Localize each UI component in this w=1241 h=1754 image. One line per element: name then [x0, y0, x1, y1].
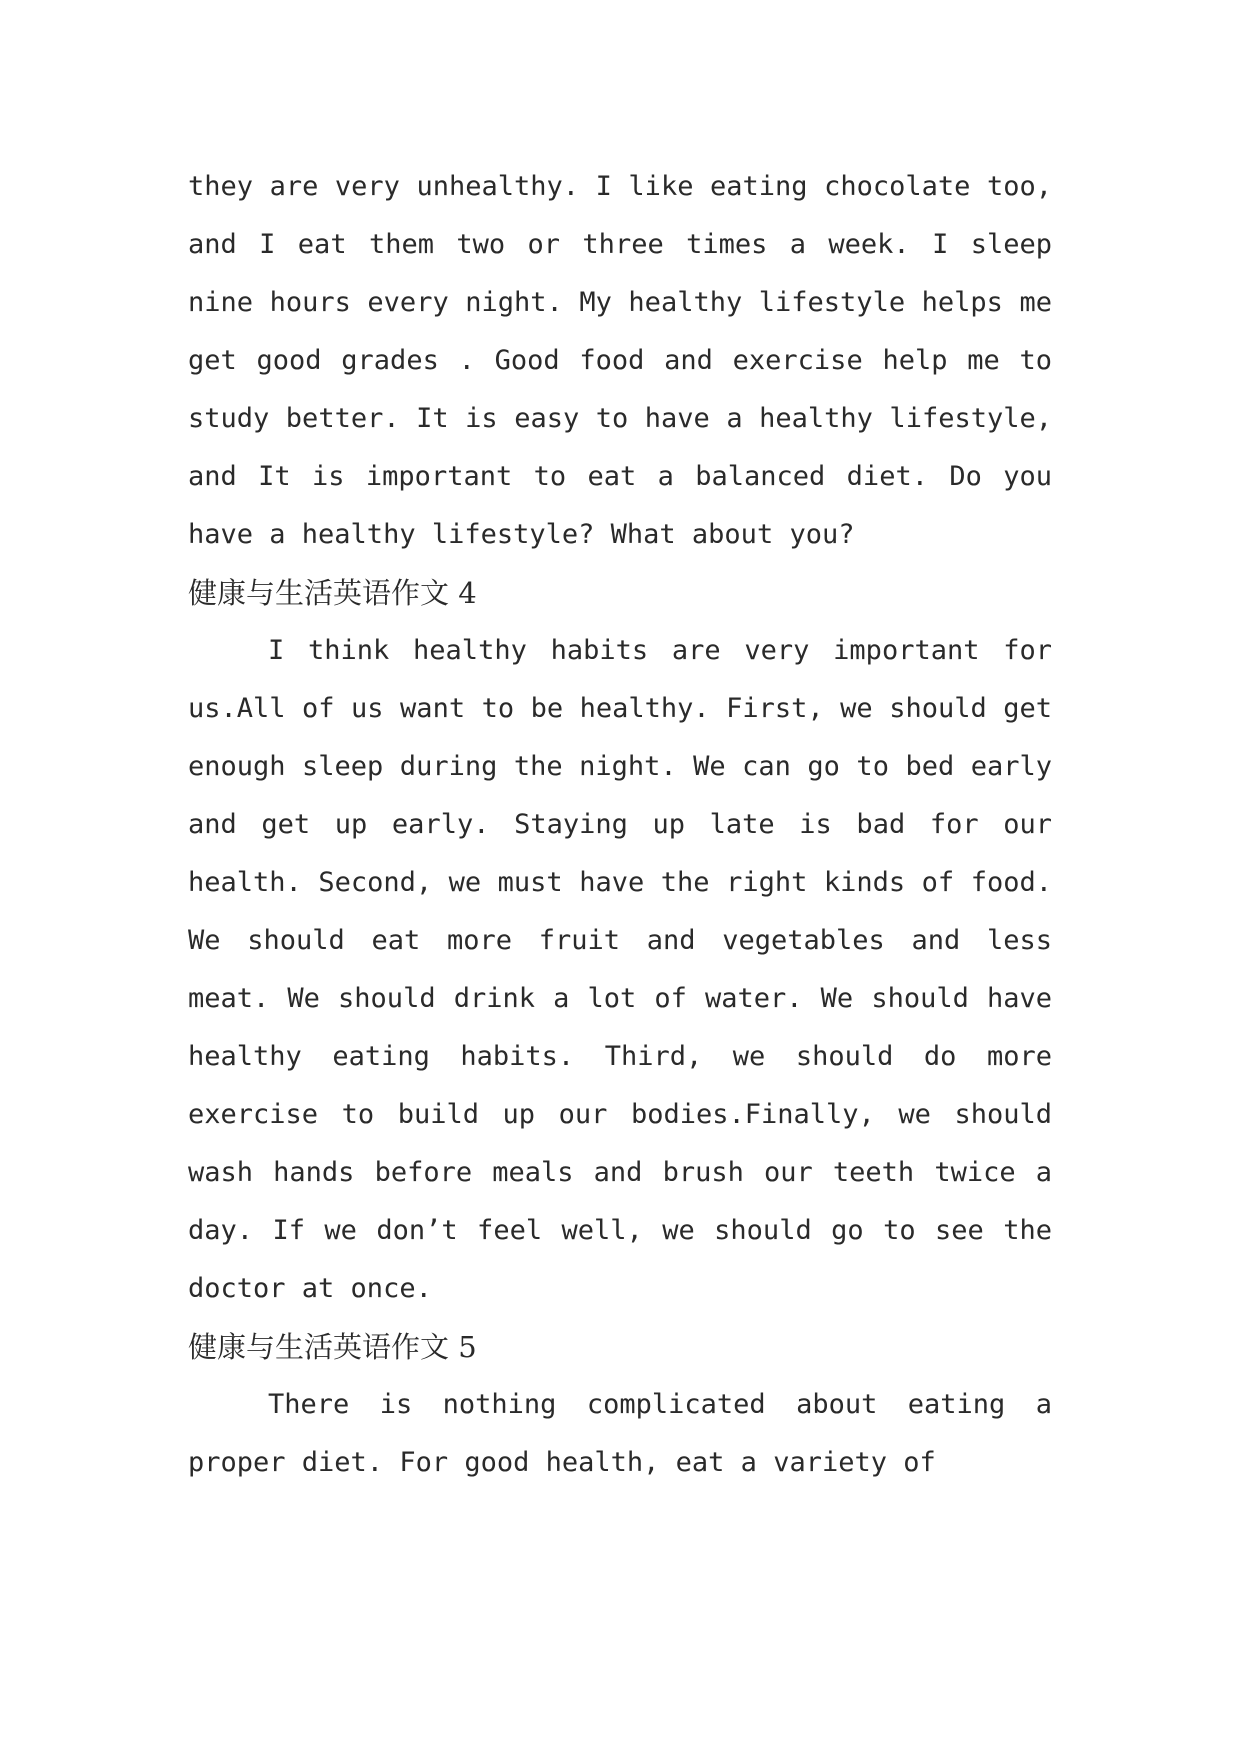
paragraph-essay-4: I think healthy habits are very important for us.All of us want to be healthy. First, we should get enough sleep during the night. We can go to bed early and get up early. Staying up late is bad for our health. Second, we must have the right kinds of food. We should eat more fruit and vegetables and less meat. We should drink a lot of water. We should have healthy eating habits. Third, we should do more exercise to build up our bodies.Finally, we should wash hands before meals and brush our teeth twice a day. If we don’t feel well, we should go to see the doctor at once. — [188, 635, 1052, 1304]
paragraph-essay-3-end: they are very unhealthy. I like eating chocolate too, and I eat them two or three times a week. I sleep nine hours every night. My healthy lifestyle helps me get good grades . Good food and exercise help me to study better. It is easy to have a healthy lifestyle, and It is important to eat a balanced diet. Do you have a healthy lifestyle? What about you? — [188, 171, 1052, 550]
heading-essay-4: 健康与生活英语作文 4 — [188, 576, 477, 610]
paragraph-essay-5-start: There is nothing complicated about eating a proper diet. For good health, eat a variety of — [188, 1389, 1052, 1478]
heading-essay-5: 健康与生活英语作文 5 — [188, 1330, 477, 1364]
document-page — [188, 158, 1052, 1492]
